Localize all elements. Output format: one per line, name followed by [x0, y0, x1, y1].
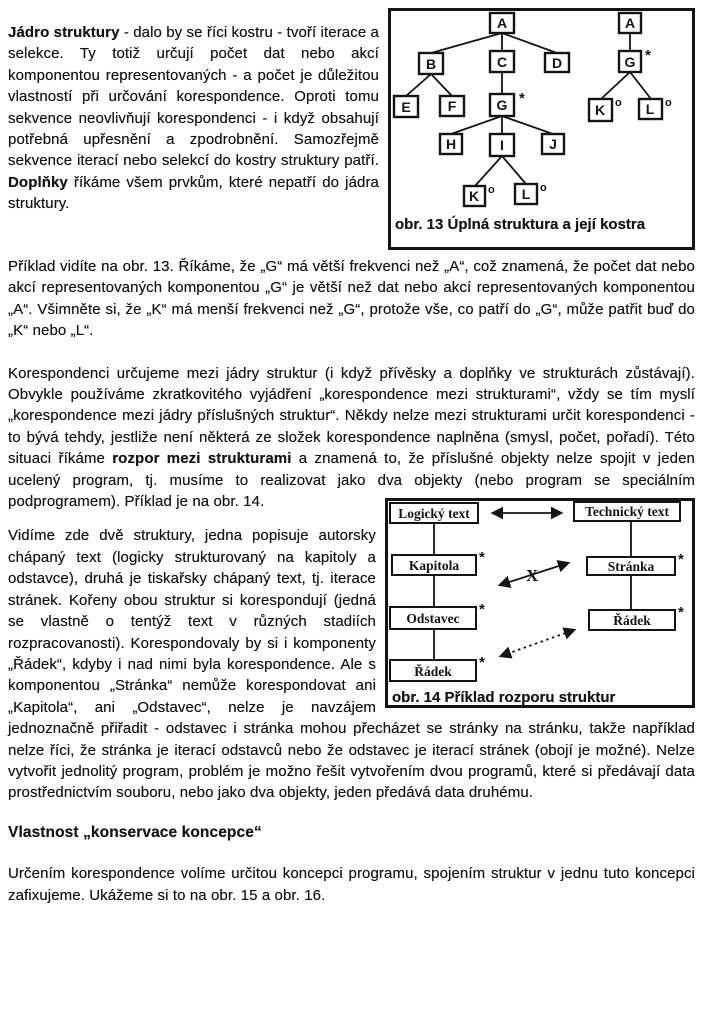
tree-node-label: K: [468, 188, 480, 204]
fig13-node-l-skeleton: [639, 97, 672, 119]
fig14-connector-lines: [434, 521, 631, 660]
fig13-node-k-full: [464, 184, 495, 206]
iteration-marker: *: [479, 601, 485, 619]
tree-node-label: G: [496, 97, 508, 113]
fig14-box-technicky-text: [574, 502, 680, 521]
iteration-marker: *: [519, 90, 525, 107]
tree-node-label: F: [447, 98, 457, 114]
tree-node-label: I: [500, 137, 504, 153]
fig13-node-g-skeleton: [619, 47, 651, 72]
selection-marker: o: [488, 184, 495, 196]
figure-14-structure-diagram: [388, 501, 692, 683]
term-doplnky: Doplňky: [8, 173, 68, 191]
paragraph-3-text-b: a znamená to, že příslušné objekty nelze spojit v jeden ucelený program, tj. musíme to realizovat jako dva objekty (nebo program se speciálním podprogramem). Příklad je na obr. 14.: [8, 450, 696, 511]
box-label: Stránka: [607, 559, 655, 575]
mismatch-x-marker: X: [526, 566, 539, 586]
selection-marker: o: [615, 97, 622, 109]
box-label: Odstavec: [406, 611, 460, 627]
iteration-marker: *: [678, 604, 684, 622]
fig13-node-e: [394, 96, 418, 117]
selection-marker: o: [540, 182, 547, 194]
box-label: Řádek: [414, 664, 452, 680]
paragraph-1-text-b: říkáme všem prvkům, které nepatří do jádra struktury.: [8, 173, 379, 213]
fig13-node-j: [542, 134, 564, 154]
box-label: Technický text: [585, 504, 669, 520]
fig13-node-a-skeleton: [619, 13, 641, 33]
fig13-node-g-full: [490, 90, 525, 116]
iteration-marker: *: [645, 47, 651, 64]
tree-node-label: H: [445, 136, 457, 152]
fig14-dotted-arrow: [501, 630, 574, 656]
tree-node-label: J: [549, 136, 557, 152]
tree-node-label: L: [521, 186, 531, 202]
fig14-box-radek-left: [390, 654, 485, 681]
fig13-node-b: [419, 53, 443, 74]
fig13-node-h: [440, 134, 462, 154]
tree-node-label: C: [496, 54, 508, 70]
iteration-marker: *: [678, 551, 684, 569]
figure-14: [385, 498, 695, 708]
tree-node-label: G: [624, 54, 636, 70]
paragraph-urceni-korespondence: Určením korespondence volíme určitou koncepci programu, spojením struktur v jednu tuto koncepci zafixujeme. Ukážeme si to na obr. 15 a obr. 16.: [8, 865, 695, 904]
figure-13-tree-diagram: [391, 11, 692, 211]
figure-13: [388, 8, 695, 250]
fig13-node-f: [440, 96, 464, 116]
fig14-box-odstavec: [390, 601, 485, 629]
paragraph-korespondence: [8, 363, 695, 513]
iteration-marker: *: [479, 549, 485, 567]
term-jadro-struktury: Jádro struktury: [8, 24, 120, 41]
tree-node-label: E: [401, 99, 411, 115]
paragraph-dve-struktury: Vidíme zde dvě struktury, jedna popisuje autorsky chápaný text (logicky strukturovaný na kapitoly a odstavce), druhá je tiskařsky chápaný text, tj. iterace stránek. Kořeny obou struktur si korespondují (jedná se vlastně o tentýž text v různých stadiích rozpracovanosti). Korespondovaly by si i komponenty „Řádek“, kdyby i nad nimi byla korespondence. Ale s komponentou „Stránka“ nemůže korespondovat ani „Kapitola“, ani „Odstavec“, nelze je navzájem jednoznačně přiřadit - odstavec i stránka mohou přecházet se stránky na stránku, takže například nelze říci, že stránka je iterací odstavců nebo že odstavec je iterací stránek (obojí je možné). Nelze vytvořit jednolitý program, problém je možno řešit vytvořením dvou programů, které si předávají data prostřednictvím souboru, nebo jako dva objekty, jeden předává data druhému.: [8, 527, 695, 802]
tree-node-label: L: [645, 101, 655, 117]
fig13-node-d: [545, 53, 569, 72]
tree-node-label: A: [496, 15, 508, 31]
fig13-node-a-full: [490, 13, 514, 33]
paragraph-priklad-obr13: Příklad vidíte na obr. 13. Říkáme, že „G“ má větší frekvenci než „A“, což znamená, že počet dat nebo akcí representovaných komponentou „G“ je větší než dat nebo akcí representovaných komponentou „A“. Všimněte si, že „K“ má menší frekvenci než „G“, protože vše, co patří do „G“, může patřit buď do „K“ nebo „L“.: [8, 258, 695, 340]
paragraph-3-text-a: Korespondenci určujeme mezi jádry struktur (i když přívěsky a doplňky ve strukturách zůstávají). Obvykle používáme zkratkovitého vyjádření „korespondence mezi strukturami“, vždy se tím myslí „korespondence mezi jádry příslušných struktur“. Někdy nelze mezi strukturami určit korespondenci - to bývá tehdy, jestliže není některá ze složek korespondence naplněna (smysl, počet, pořadí). Této situaci říkáme: [8, 364, 695, 468]
fig13-node-i: [490, 134, 514, 156]
section-heading-konservace-koncepce: Vlastnost „konservace koncepce“: [8, 823, 262, 841]
tree-node-label: D: [551, 55, 563, 71]
fig14-mismatch-arrow: [500, 563, 568, 585]
tree-node-label: B: [425, 56, 437, 72]
fig13-node-k-skeleton: [589, 97, 622, 121]
box-label: Kapitola: [408, 558, 460, 574]
fig13-node-l-full: [515, 182, 547, 204]
fig14-box-radek-right: [589, 604, 684, 630]
term-rozpor-mezi-strukturami: rozpor mezi strukturami: [112, 450, 292, 468]
fig14-box-stranka: [587, 551, 684, 575]
figure-13-caption: obr. 13 Úplná struktura a její kostra: [395, 216, 646, 233]
tree-node-label: A: [624, 15, 636, 31]
tree-node-label: K: [594, 102, 606, 118]
iteration-marker: *: [479, 654, 485, 672]
paragraph-1-text-a: - dalo by se říci kostru - tvoří iterace a selekce. Ty totiž určují počet dat nebo akcí komponentou representovaných - a počet je důležitou vlastností při určování korespondence. Oproti tomu sekvence neovlivňují korespondenci - i když obsahují potřebná upřesnění a zpodrobnění. Samozřejmě sekvence iterací nebo selekcí do kostry struktury patří.: [8, 24, 379, 170]
box-label: Řádek: [613, 613, 651, 629]
fig13-node-c: [490, 51, 514, 72]
figure-14-caption: obr. 14 Příklad rozporu struktur: [392, 689, 616, 707]
fig14-box-kapitola: [392, 549, 485, 575]
selection-marker: o: [665, 97, 672, 109]
box-label: Logický text: [398, 506, 470, 522]
fig14-box-logicky-text: [390, 503, 478, 523]
